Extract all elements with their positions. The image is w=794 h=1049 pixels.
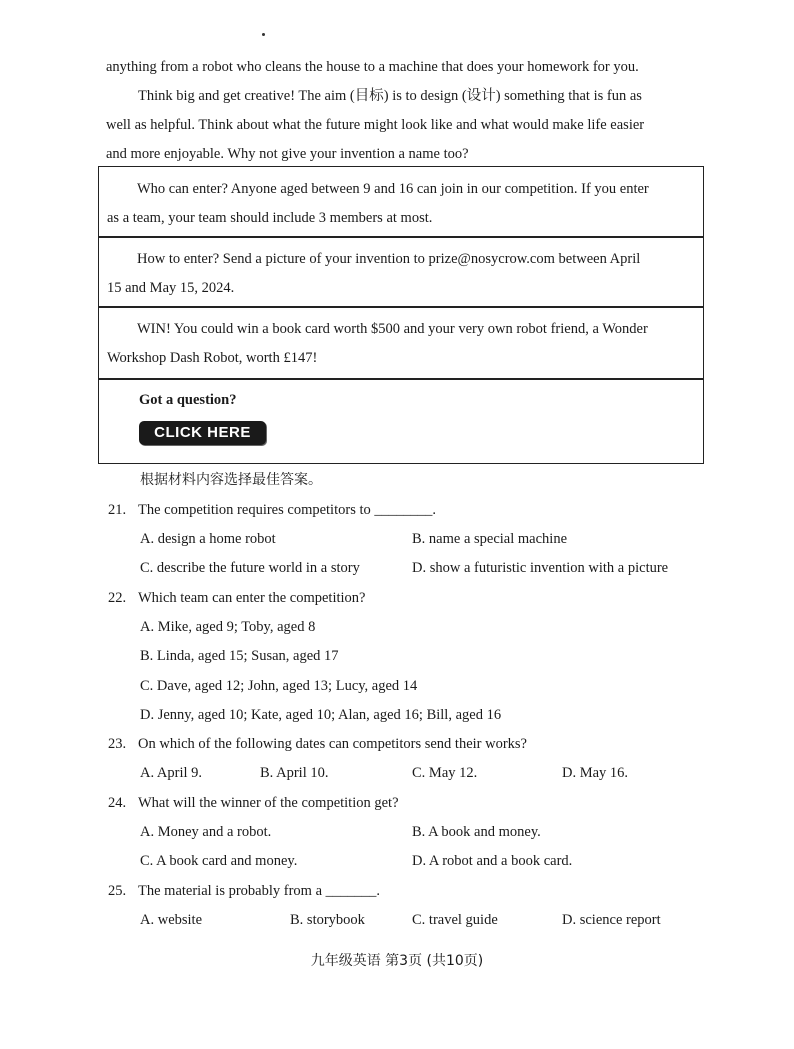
how-to-enter-box: [98, 236, 704, 308]
q21-number: 21.: [108, 502, 127, 518]
q21-stem: [108, 501, 436, 519]
page-footer: 九年级英语 第3页 (共10页): [310, 953, 484, 969]
q21-option-c[interactable]: C. describe the future world in a story: [140, 560, 360, 576]
q25-option-b[interactable]: B. storybook: [290, 912, 365, 928]
stray-dot: [262, 33, 265, 36]
win-line-1: WIN! You could win a book card worth $500 and your very own robot friend, a Wonder: [137, 321, 648, 337]
q25-option-d[interactable]: D. science report: [562, 912, 661, 928]
q23-option-c[interactable]: C. May 12.: [412, 765, 478, 781]
who-line-1: Who can enter? Anyone aged between 9 and 16 can join in our competition. If you enter: [137, 181, 649, 197]
q24-option-c[interactable]: C. A book card and money.: [140, 853, 298, 869]
q25-text: The material is probably from a _______.: [138, 883, 381, 899]
q24-option-b[interactable]: B. A book and money.: [412, 824, 541, 840]
q23-option-a[interactable]: A. April 9.: [140, 765, 203, 781]
q21-text: The competition requires competitors to ________.: [138, 502, 436, 518]
q22-text: Which team can enter the competition?: [138, 590, 366, 606]
got-a-question-label: Got a question?: [139, 392, 237, 408]
win-line-2: Workshop Dash Robot, worth £147!: [107, 350, 318, 366]
win-box: [98, 306, 704, 380]
q23-option-b[interactable]: B. April 10.: [260, 765, 329, 781]
intro-line-2: Think big and get creative! The aim (目标) is to design (设计) something that is fun as: [138, 88, 642, 104]
q24-option-d[interactable]: D. A robot and a book card.: [412, 853, 573, 869]
q25-stem: [108, 882, 380, 900]
q24-stem: [108, 794, 399, 812]
intro-line-3: well as helpful. Think about what the future might look like and what would make life easier: [106, 117, 645, 133]
how-line-2: 15 and May 15, 2024.: [107, 280, 235, 296]
q23-text: On which of the following dates can competitors send their works?: [138, 736, 527, 752]
how-line-1: How to enter? Send a picture of your invention to prize@nosycrow.com between April: [137, 251, 641, 267]
q23-stem: [108, 735, 527, 753]
q25-option-c[interactable]: C. travel guide: [412, 912, 498, 928]
instruction: 根据材料内容选择最佳答案。: [140, 472, 322, 488]
click-here-button[interactable]: CLICK HERE: [139, 421, 266, 445]
q22-option-b[interactable]: B. Linda, aged 15; Susan, aged 17: [140, 648, 339, 664]
q22-option-c[interactable]: C. Dave, aged 12; John, aged 13; Lucy, aged 14: [140, 678, 418, 694]
q23-number: 23.: [108, 736, 127, 752]
q24-text: What will the winner of the competition get?: [138, 795, 399, 811]
q22-number: 22.: [108, 590, 127, 606]
who-can-enter-box: [98, 166, 704, 238]
who-line-2: as a team, your team should include 3 members at most.: [107, 210, 433, 226]
intro-line-1: anything from a robot who cleans the house to a machine that does your homework for you.: [106, 59, 639, 75]
q22-stem: [108, 589, 365, 607]
q23-option-d[interactable]: D. May 16.: [562, 765, 629, 781]
q25-option-a[interactable]: A. website: [140, 912, 203, 928]
q25-number: 25.: [108, 883, 127, 899]
q21-option-d[interactable]: D. show a futuristic invention with a picture: [412, 560, 669, 576]
intro-line-4: and more enjoyable. Why not give your invention a name too?: [106, 146, 469, 162]
q22-option-a[interactable]: A. Mike, aged 9; Toby, aged 8: [140, 619, 316, 635]
q22-option-d[interactable]: D. Jenny, aged 10; Kate, aged 10; Alan, aged 16; Bill, aged 16: [140, 707, 502, 723]
q24-option-a[interactable]: A. Money and a robot.: [140, 824, 272, 840]
q21-option-a[interactable]: A. design a home robot: [140, 531, 276, 547]
question-box: [98, 378, 704, 464]
q21-option-b[interactable]: B. name a special machine: [412, 531, 568, 547]
q24-number: 24.: [108, 795, 127, 811]
